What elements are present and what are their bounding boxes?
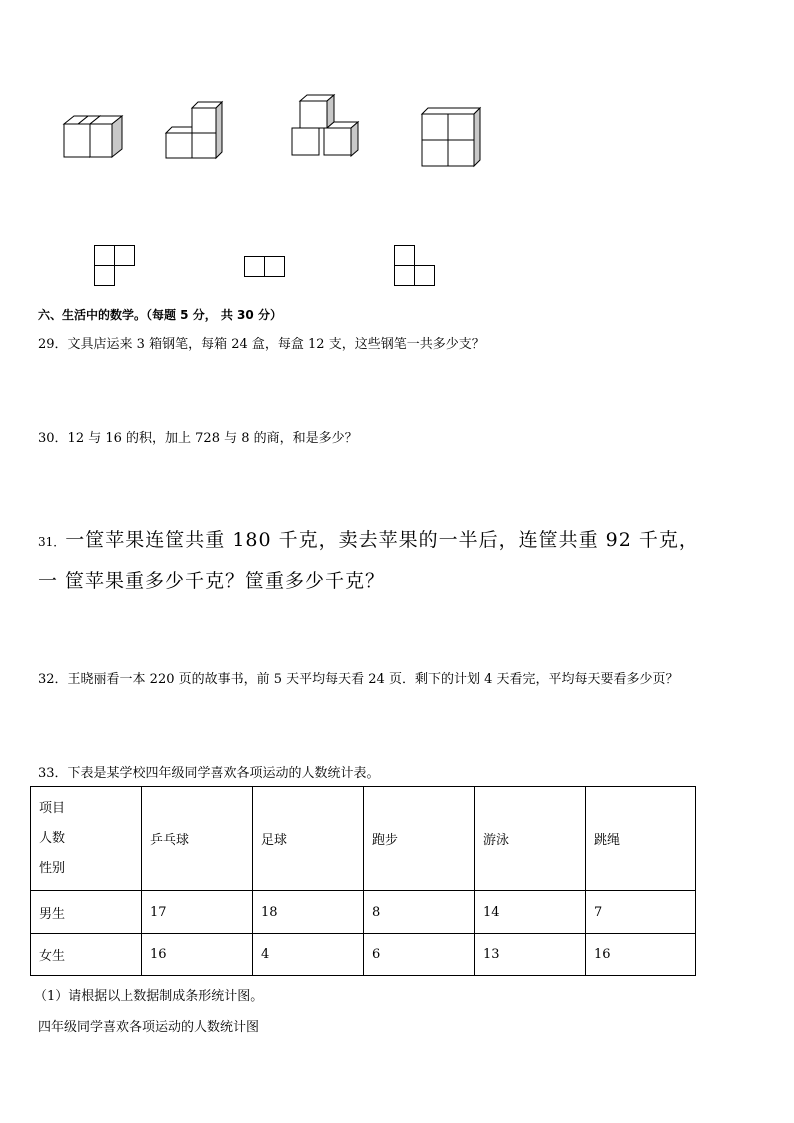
column-header: 乒乓球 [142, 787, 253, 891]
view-shape-2 [244, 256, 286, 278]
table-cell: 8 [364, 891, 475, 934]
table-cell: 18 [253, 891, 364, 934]
cube-figure-3 [292, 94, 362, 164]
question-30: 30．12 与 16 的积，加上 728 与 8 的商，和是多少？ [38, 431, 358, 446]
question-31 [38, 525, 699, 552]
question-31-number: 31． [38, 535, 66, 549]
column-header: 足球 [253, 787, 364, 891]
cube-figure-1 [64, 112, 126, 158]
table-cell: 16 [142, 934, 253, 976]
table-corner-header [31, 787, 142, 891]
table-cell: 17 [142, 891, 253, 934]
question-31-line-2: 一 筐苹果重多少千克？筐重多少千克？ [38, 570, 386, 592]
question-31-line-1: 一筐苹果连筐共重 180 千克，卖去苹果的一半后，连筐共重 92 千克， [65, 529, 699, 551]
view-shape-1 [94, 245, 136, 287]
table-cell: 13 [475, 934, 586, 976]
table-cell: 4 [253, 934, 364, 976]
sports-survey-table [30, 786, 696, 976]
table-header-row [31, 787, 696, 891]
question-29: 29．文具店运来 3 箱钢笔，每箱 24 盒，每盒 12 支，这些钢笔一共多少支？ [38, 337, 485, 352]
table-row [31, 934, 696, 976]
row-label: 女生 [31, 934, 142, 976]
column-header: 跳绳 [586, 787, 696, 891]
question-33-subpart-1: （1）请根据以上数据制成条形统计图。 [34, 989, 264, 1004]
question-33: 33．下表是某学校四年级同学喜欢各项运动的人数统计表。 [38, 766, 380, 781]
column-header: 跑步 [364, 787, 475, 891]
column-header: 游泳 [475, 787, 586, 891]
question-32: 32．王晓丽看一本 220 页的故事书，前 5 天平均每天看 24 页．剩下的计划 4 天看完，平均每天要看多少页？ [38, 672, 679, 687]
header-line-gender: 性别 [39, 860, 66, 876]
table-cell: 14 [475, 891, 586, 934]
table-cell: 7 [586, 891, 696, 934]
chart-title: 四年级同学喜欢各项运动的人数统计图 [38, 1020, 260, 1035]
header-line-project: 项目 [39, 800, 66, 816]
header-line-count: 人数 [39, 830, 66, 846]
view-shape-3 [394, 245, 436, 287]
table-cell: 6 [364, 934, 475, 976]
table-row [31, 891, 696, 934]
table-cell: 16 [586, 934, 696, 976]
cube-figure-2 [165, 100, 227, 160]
section-six-title: 六、生活中的数学。（每题 5 分， 共 30 分） [38, 308, 282, 322]
row-label: 男生 [31, 891, 142, 934]
cube-figure-4 [421, 106, 483, 168]
